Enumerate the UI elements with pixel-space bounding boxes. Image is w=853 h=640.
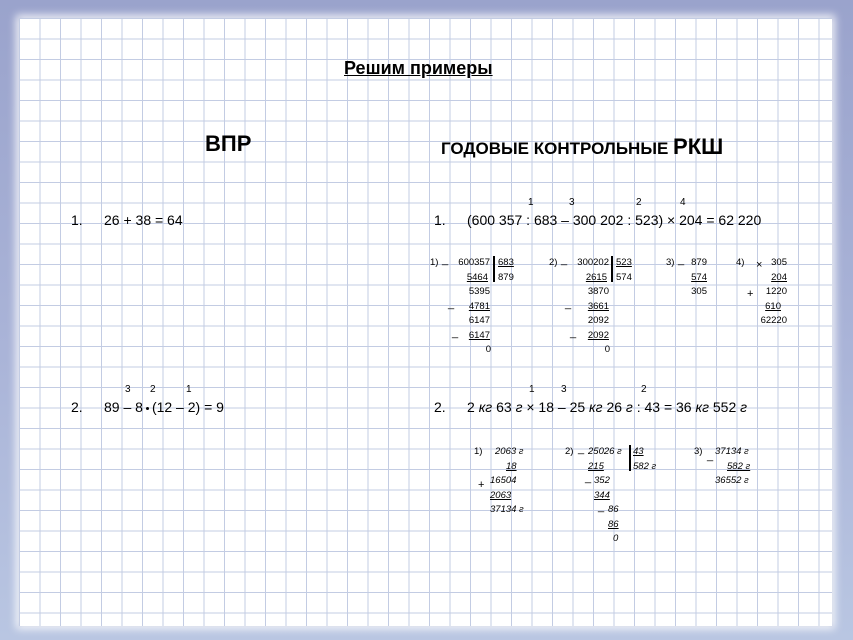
calc-line: 6147 [468, 315, 490, 326]
order-mark: 4 [680, 197, 686, 208]
divisor: 43 [633, 446, 644, 457]
division-result [633, 445, 656, 474]
minus-sign: _ [578, 443, 585, 455]
division-bar [611, 256, 613, 282]
step-label: 1) [430, 257, 439, 268]
expr-part: × 18 – 25 [526, 399, 586, 415]
order-mark: 2 [150, 384, 156, 395]
quotient: 879 [498, 271, 514, 283]
right-ex1-text: (600 357 : 683 – 300 202 : 523) × 204 = 62 220 [467, 212, 762, 228]
unit-kg: кг [589, 399, 603, 415]
right-ex2-text [467, 399, 747, 415]
calc-line: 344 [594, 489, 610, 501]
division-bar [493, 256, 495, 282]
step-label: 3) [694, 446, 703, 457]
calc-line: 0 [604, 344, 610, 355]
expr-part: : 43 = 36 [636, 399, 692, 415]
calc-line: 18 [506, 460, 517, 472]
minus-sign: _ [442, 254, 449, 266]
calc-line: 204 [771, 271, 787, 283]
calc-line: 16504 [490, 475, 517, 486]
calc-line: 3661 [587, 300, 609, 312]
right-heading [441, 134, 723, 160]
minus-sign: _ [561, 254, 568, 266]
times-sign: × [756, 259, 763, 271]
minus-sign: _ [678, 254, 685, 266]
calc-line: 86 [608, 518, 619, 530]
expr-part: 2 [467, 399, 475, 415]
calc-line: 305 [771, 257, 787, 268]
calc-line: 37134 г [490, 504, 524, 515]
multiplication-work [490, 445, 524, 518]
calc-line: 62220 [760, 315, 787, 326]
division-result [498, 256, 514, 285]
calc-line: 3870 [587, 286, 609, 297]
order-mark: 1 [186, 384, 192, 395]
calc-line: 2092 [587, 315, 609, 326]
order-mark: 3 [125, 384, 131, 395]
multiply-dot [146, 407, 149, 410]
calc-line: 86 [608, 504, 619, 515]
division-work [569, 256, 609, 358]
calc-line: 37134 г [715, 446, 749, 457]
step-label: 2) [549, 257, 558, 268]
calc-line: 2092 [587, 329, 609, 341]
page-title: Решим примеры [344, 58, 493, 78]
calc-line: 2615 [585, 271, 607, 283]
calc-line: 300202 [577, 257, 609, 268]
grid-sheet [19, 18, 832, 626]
minus-sign: _ [707, 450, 714, 462]
calc-line: 2063 г [495, 446, 524, 457]
minus-sign: _ [565, 298, 572, 310]
left-ex2-number: 2. [71, 399, 83, 415]
minus-sign: _ [598, 501, 605, 513]
calc-line: 352 [594, 475, 610, 486]
subtraction-work [715, 445, 750, 489]
left-heading: ВПР [205, 131, 252, 156]
multiplication-work [755, 256, 787, 329]
calc-line: 25026 г [588, 446, 622, 457]
expr-part: 552 [712, 399, 737, 415]
expr-part: 63 [496, 399, 512, 415]
plus-sign: + [478, 479, 485, 491]
calc-line: 36552 г [715, 475, 749, 486]
unit-g: г [625, 399, 633, 415]
right-ex1-number: 1. [434, 212, 446, 228]
left-ex2-post: (12 – 2) = 9 [151, 399, 224, 415]
right-heading-prefix: ГОДОВЫЕ КОНТРОЛЬНЫЕ [441, 139, 669, 158]
calc-line: 1220 [765, 286, 787, 297]
right-ex2-number: 2. [434, 399, 446, 415]
order-mark: 3 [561, 384, 567, 395]
subtraction-work [683, 256, 707, 300]
order-mark: 3 [569, 197, 575, 208]
minus-sign: _ [448, 298, 455, 310]
expr-part: 26 [606, 399, 623, 415]
calc-line: 0 [613, 533, 619, 544]
quotient: 574 [616, 271, 632, 283]
calc-line: 582 г [727, 460, 751, 472]
calc-line: 610 [765, 300, 781, 312]
right-heading-bold: РКШ [673, 134, 724, 159]
left-ex2-text [104, 399, 224, 415]
calc-line: 574 [691, 271, 707, 283]
unit-g: г [740, 399, 748, 415]
calc-line: 2063 [490, 489, 512, 501]
calc-line: 215 [588, 460, 604, 472]
left-ex2-pre: 89 – 8 [104, 399, 143, 415]
calc-line: 6147 [468, 329, 490, 341]
calc-line: 5395 [468, 286, 490, 297]
left-ex1-number: 1. [71, 212, 83, 228]
order-mark: 2 [641, 384, 647, 395]
order-mark: 1 [529, 384, 535, 395]
order-mark: 2 [636, 197, 642, 208]
step-label: 2) [565, 446, 574, 457]
step-label: 1) [474, 446, 483, 457]
calc-line: 879 [691, 257, 707, 268]
plus-sign: + [747, 288, 754, 300]
unit-kg: кг [695, 399, 709, 415]
order-mark: 1 [528, 197, 534, 208]
divisor: 523 [616, 257, 632, 268]
minus-sign: _ [452, 327, 459, 339]
unit-kg: кг [478, 399, 493, 415]
unit-g: г [515, 399, 523, 415]
calc-line: 5464 [466, 271, 488, 283]
division-result [616, 256, 632, 285]
quotient: 582 г [633, 460, 657, 472]
step-label: 4) [736, 257, 745, 268]
left-ex1-text: 26 + 38 = 64 [104, 212, 183, 228]
calc-line: 305 [691, 286, 707, 297]
division-work [586, 445, 622, 547]
divisor: 683 [498, 257, 514, 268]
division-bar [629, 445, 631, 471]
step-label: 3) [666, 257, 675, 268]
calc-line: 4781 [468, 300, 490, 312]
minus-sign: _ [585, 472, 592, 484]
division-work [450, 256, 490, 358]
minus-sign: _ [570, 327, 577, 339]
calc-line: 0 [485, 344, 491, 355]
calc-line: 600357 [458, 257, 490, 268]
